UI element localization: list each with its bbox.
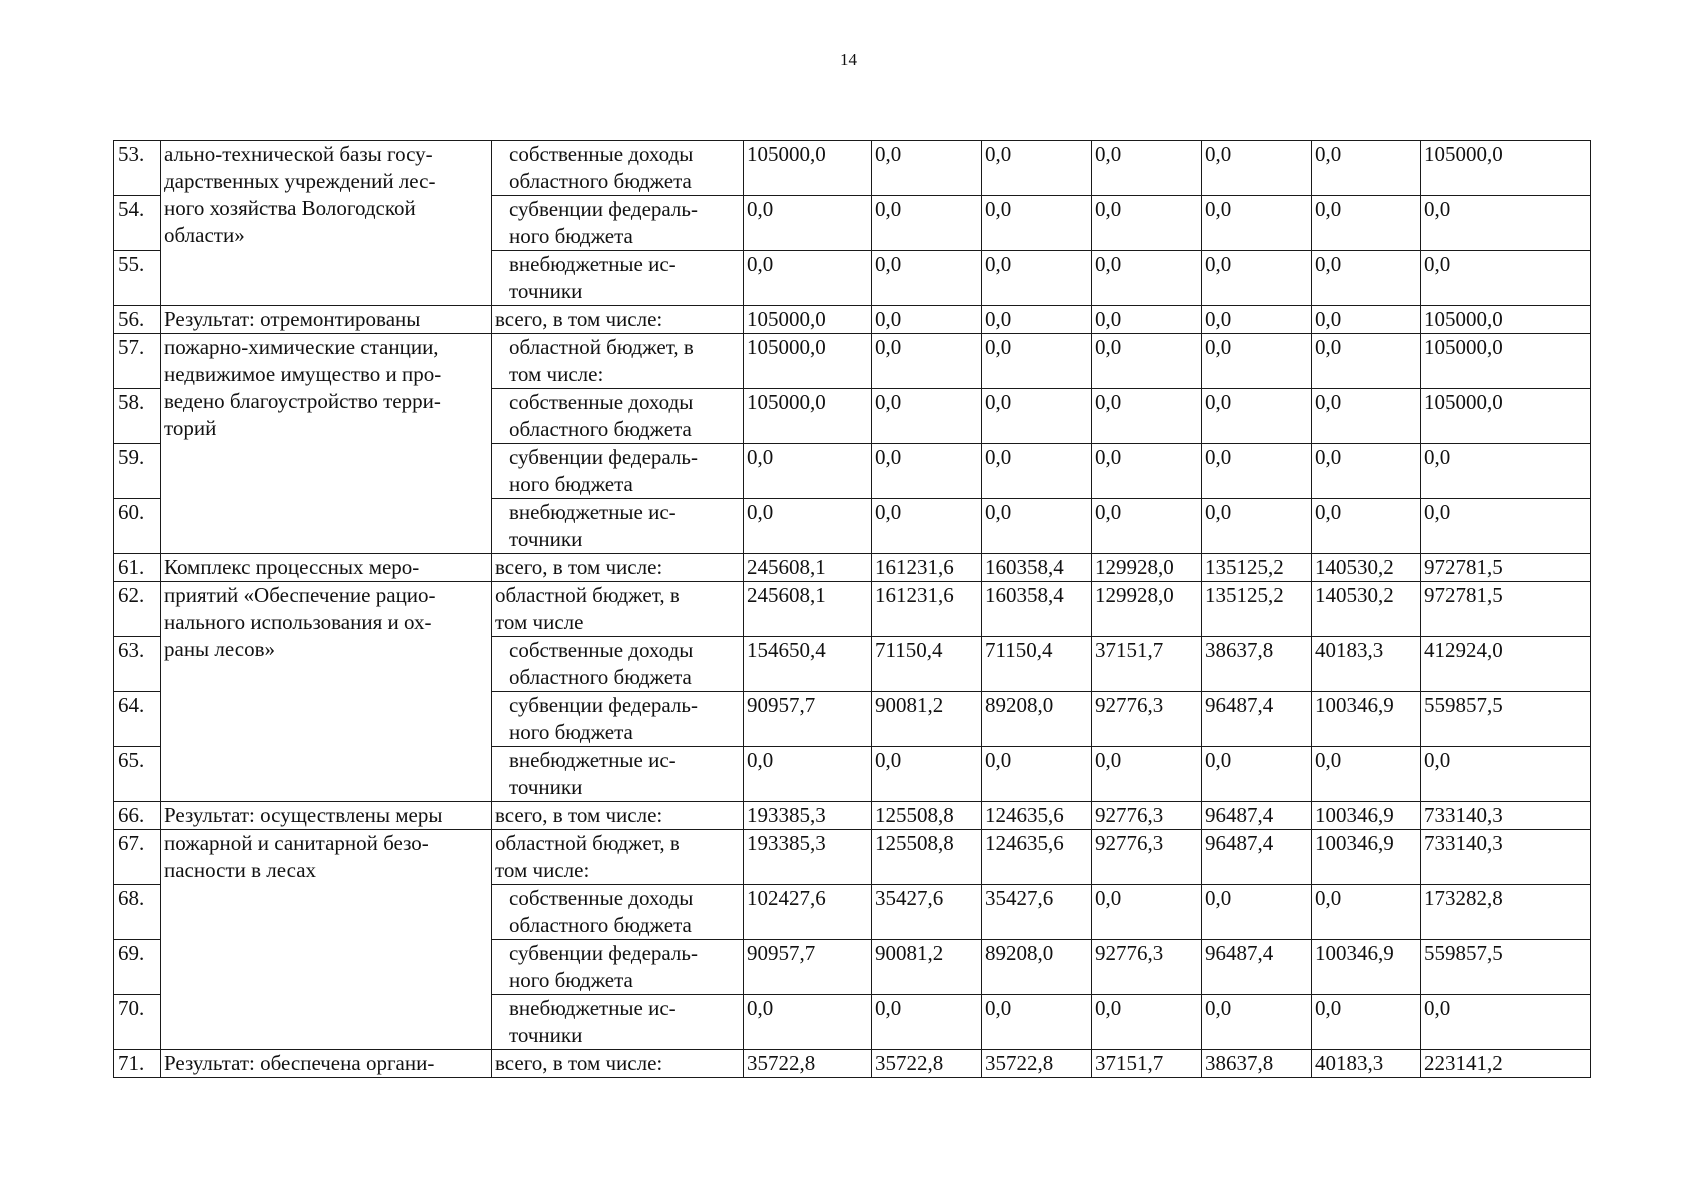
year-value: 0,0 xyxy=(1092,334,1202,389)
year-value: 0,0 xyxy=(872,389,982,444)
year-value: 89208,0 xyxy=(982,940,1092,995)
measure-description: ально-технической базы госу- дарственных учреждений лес- ного хозяйства Вологодской области» xyxy=(161,141,492,306)
year-value: 124635,6 xyxy=(982,802,1092,830)
row-number: 66. xyxy=(114,802,161,830)
year-value: 160358,4 xyxy=(982,554,1092,582)
year-value: 0,0 xyxy=(1312,747,1421,802)
year-value: 0,0 xyxy=(1092,251,1202,306)
year-value: 37151,7 xyxy=(1092,1050,1202,1078)
year-value: 0,0 xyxy=(1312,251,1421,306)
funding-source: внебюджетные ис- точники xyxy=(492,995,744,1050)
year-value: 100346,9 xyxy=(1312,940,1421,995)
year-value: 0,0 xyxy=(1202,444,1312,499)
year-value: 90081,2 xyxy=(872,940,982,995)
row-number: 61. xyxy=(114,554,161,582)
year-value: 71150,4 xyxy=(872,637,982,692)
row-number: 63. xyxy=(114,637,161,692)
total-value: 223141,2 xyxy=(1421,1050,1591,1078)
year-value: 0,0 xyxy=(1202,306,1312,334)
year-value: 0,0 xyxy=(1312,885,1421,940)
year-value: 0,0 xyxy=(872,747,982,802)
year-value: 0,0 xyxy=(1092,141,1202,196)
year-value: 0,0 xyxy=(1312,334,1421,389)
funding-source: субвенции федераль- ного бюджета xyxy=(492,940,744,995)
year-value: 124635,6 xyxy=(982,830,1092,885)
year-value: 0,0 xyxy=(1092,444,1202,499)
total-value: 173282,8 xyxy=(1421,885,1591,940)
year-value: 129928,0 xyxy=(1092,554,1202,582)
year-value: 0,0 xyxy=(744,251,872,306)
year-value: 0,0 xyxy=(1202,995,1312,1050)
total-value: 559857,5 xyxy=(1421,940,1591,995)
year-value: 38637,8 xyxy=(1202,1050,1312,1078)
year-value: 35427,6 xyxy=(872,885,982,940)
total-value: 412924,0 xyxy=(1421,637,1591,692)
total-value: 733140,3 xyxy=(1421,802,1591,830)
year-value: 0,0 xyxy=(1092,306,1202,334)
year-value: 0,0 xyxy=(872,995,982,1050)
measure-description: приятий «Обеспечение рацио- нального использования и ох- раны лесов» xyxy=(161,582,492,802)
funding-source: собственные доходы областного бюджета xyxy=(492,885,744,940)
funding-source: внебюджетные ис- точники xyxy=(492,747,744,802)
funding-source: всего, в том числе: xyxy=(492,802,744,830)
table-row xyxy=(114,802,1591,830)
total-value: 105000,0 xyxy=(1421,334,1591,389)
total-value: 105000,0 xyxy=(1421,306,1591,334)
year-value: 0,0 xyxy=(1312,389,1421,444)
year-value: 0,0 xyxy=(982,334,1092,389)
year-value: 40183,3 xyxy=(1312,637,1421,692)
row-number: 69. xyxy=(114,940,161,995)
year-value: 0,0 xyxy=(744,995,872,1050)
year-value: 105000,0 xyxy=(744,141,872,196)
year-value: 0,0 xyxy=(872,306,982,334)
year-value: 0,0 xyxy=(1202,499,1312,554)
year-value: 105000,0 xyxy=(744,389,872,444)
table-row xyxy=(114,1050,1591,1078)
year-value: 0,0 xyxy=(872,141,982,196)
year-value: 38637,8 xyxy=(1202,637,1312,692)
row-number: 67. xyxy=(114,830,161,885)
year-value: 125508,8 xyxy=(872,830,982,885)
year-value: 102427,6 xyxy=(744,885,872,940)
year-value: 0,0 xyxy=(1202,334,1312,389)
year-value: 100346,9 xyxy=(1312,802,1421,830)
year-value: 89208,0 xyxy=(982,692,1092,747)
row-number: 64. xyxy=(114,692,161,747)
year-value: 125508,8 xyxy=(872,802,982,830)
year-value: 0,0 xyxy=(872,251,982,306)
row-number: 53. xyxy=(114,141,161,196)
year-value: 37151,7 xyxy=(1092,637,1202,692)
funding-source: всего, в том числе: xyxy=(492,1050,744,1078)
year-value: 0,0 xyxy=(1092,885,1202,940)
year-value: 35722,8 xyxy=(744,1050,872,1078)
year-value: 0,0 xyxy=(744,444,872,499)
year-value: 161231,6 xyxy=(872,554,982,582)
row-number: 56. xyxy=(114,306,161,334)
year-value: 0,0 xyxy=(1202,196,1312,251)
year-value: 0,0 xyxy=(872,334,982,389)
year-value: 35722,8 xyxy=(872,1050,982,1078)
year-value: 140530,2 xyxy=(1312,554,1421,582)
year-value: 0,0 xyxy=(1092,499,1202,554)
row-number: 58. xyxy=(114,389,161,444)
row-number: 65. xyxy=(114,747,161,802)
year-value: 0,0 xyxy=(872,196,982,251)
funding-source: субвенции федераль- ного бюджета xyxy=(492,196,744,251)
table-row xyxy=(114,306,1591,334)
row-number: 54. xyxy=(114,196,161,251)
year-value: 105000,0 xyxy=(744,334,872,389)
row-number: 57. xyxy=(114,334,161,389)
measure-description: Результат: осуществлены меры xyxy=(161,802,492,830)
year-value: 0,0 xyxy=(1202,747,1312,802)
total-value: 972781,5 xyxy=(1421,582,1591,637)
table-row xyxy=(114,334,1591,389)
year-value: 0,0 xyxy=(982,499,1092,554)
row-number: 62. xyxy=(114,582,161,637)
total-value: 0,0 xyxy=(1421,499,1591,554)
year-value: 40183,3 xyxy=(1312,1050,1421,1078)
year-value: 96487,4 xyxy=(1202,802,1312,830)
year-value: 92776,3 xyxy=(1092,940,1202,995)
funding-source: внебюджетные ис- точники xyxy=(492,251,744,306)
year-value: 0,0 xyxy=(982,444,1092,499)
year-value: 0,0 xyxy=(982,306,1092,334)
year-value: 0,0 xyxy=(1202,389,1312,444)
row-number: 59. xyxy=(114,444,161,499)
row-number: 70. xyxy=(114,995,161,1050)
row-number: 68. xyxy=(114,885,161,940)
year-value: 0,0 xyxy=(1202,141,1312,196)
year-value: 35427,6 xyxy=(982,885,1092,940)
funding-source: областной бюджет, в том числе: xyxy=(492,830,744,885)
year-value: 92776,3 xyxy=(1092,830,1202,885)
funding-source: всего, в том числе: xyxy=(492,306,744,334)
year-value: 193385,3 xyxy=(744,802,872,830)
budget-table xyxy=(113,140,1591,1078)
row-number: 55. xyxy=(114,251,161,306)
year-value: 0,0 xyxy=(744,499,872,554)
funding-source: собственные доходы областного бюджета xyxy=(492,637,744,692)
year-value: 0,0 xyxy=(982,251,1092,306)
year-value: 0,0 xyxy=(1092,389,1202,444)
year-value: 0,0 xyxy=(982,389,1092,444)
total-value: 559857,5 xyxy=(1421,692,1591,747)
funding-source: субвенции федераль- ного бюджета xyxy=(492,692,744,747)
year-value: 0,0 xyxy=(982,141,1092,196)
year-value: 96487,4 xyxy=(1202,830,1312,885)
table-row xyxy=(114,830,1591,885)
year-value: 35722,8 xyxy=(982,1050,1092,1078)
year-value: 92776,3 xyxy=(1092,692,1202,747)
funding-source: субвенции федераль- ного бюджета xyxy=(492,444,744,499)
table-row xyxy=(114,141,1591,196)
year-value: 135125,2 xyxy=(1202,582,1312,637)
year-value: 0,0 xyxy=(872,499,982,554)
total-value: 105000,0 xyxy=(1421,389,1591,444)
year-value: 100346,9 xyxy=(1312,830,1421,885)
year-value: 92776,3 xyxy=(1092,802,1202,830)
year-value: 135125,2 xyxy=(1202,554,1312,582)
total-value: 0,0 xyxy=(1421,251,1591,306)
table-row xyxy=(114,582,1591,637)
year-value: 0,0 xyxy=(1312,995,1421,1050)
year-value: 0,0 xyxy=(744,747,872,802)
measure-description: Комплекс процессных меро- xyxy=(161,554,492,582)
year-value: 160358,4 xyxy=(982,582,1092,637)
year-value: 140530,2 xyxy=(1312,582,1421,637)
measure-description: Результат: отремонтированы xyxy=(161,306,492,334)
year-value: 0,0 xyxy=(744,196,872,251)
funding-source: собственные доходы областного бюджета xyxy=(492,141,744,196)
total-value: 0,0 xyxy=(1421,444,1591,499)
total-value: 0,0 xyxy=(1421,995,1591,1050)
year-value: 0,0 xyxy=(1312,499,1421,554)
year-value: 0,0 xyxy=(1092,995,1202,1050)
funding-source: областной бюджет, в том числе xyxy=(492,582,744,637)
year-value: 0,0 xyxy=(982,196,1092,251)
funding-source: внебюджетные ис- точники xyxy=(492,499,744,554)
funding-source: всего, в том числе: xyxy=(492,554,744,582)
year-value: 0,0 xyxy=(1312,306,1421,334)
year-value: 0,0 xyxy=(872,444,982,499)
year-value: 0,0 xyxy=(1312,141,1421,196)
total-value: 972781,5 xyxy=(1421,554,1591,582)
year-value: 0,0 xyxy=(1312,196,1421,251)
year-value: 90957,7 xyxy=(744,692,872,747)
year-value: 161231,6 xyxy=(872,582,982,637)
year-value: 96487,4 xyxy=(1202,692,1312,747)
funding-source: собственные доходы областного бюджета xyxy=(492,389,744,444)
page-number: 14 xyxy=(840,50,857,69)
year-value: 245608,1 xyxy=(744,554,872,582)
measure-description: пожарной и санитарной безо- пасности в лесах xyxy=(161,830,492,1050)
total-value: 0,0 xyxy=(1421,196,1591,251)
year-value: 90957,7 xyxy=(744,940,872,995)
year-value: 0,0 xyxy=(1092,747,1202,802)
year-value: 0,0 xyxy=(1092,196,1202,251)
year-value: 0,0 xyxy=(982,747,1092,802)
table-row xyxy=(114,554,1591,582)
total-value: 105000,0 xyxy=(1421,141,1591,196)
measure-description: Результат: обеспечена органи- xyxy=(161,1050,492,1078)
measure-description: пожарно-химические станции, недвижимое имущество и про- ведено благоустройство терри- торий xyxy=(161,334,492,554)
year-value: 100346,9 xyxy=(1312,692,1421,747)
year-value: 245608,1 xyxy=(744,582,872,637)
year-value: 193385,3 xyxy=(744,830,872,885)
year-value: 0,0 xyxy=(1202,885,1312,940)
year-value: 105000,0 xyxy=(744,306,872,334)
year-value: 0,0 xyxy=(1202,251,1312,306)
row-number: 60. xyxy=(114,499,161,554)
year-value: 71150,4 xyxy=(982,637,1092,692)
funding-source: областной бюджет, в том числе: xyxy=(492,334,744,389)
total-value: 0,0 xyxy=(1421,747,1591,802)
year-value: 0,0 xyxy=(1312,444,1421,499)
year-value: 129928,0 xyxy=(1092,582,1202,637)
total-value: 733140,3 xyxy=(1421,830,1591,885)
year-value: 96487,4 xyxy=(1202,940,1312,995)
year-value: 154650,4 xyxy=(744,637,872,692)
year-value: 0,0 xyxy=(982,995,1092,1050)
row-number: 71. xyxy=(114,1050,161,1078)
year-value: 90081,2 xyxy=(872,692,982,747)
